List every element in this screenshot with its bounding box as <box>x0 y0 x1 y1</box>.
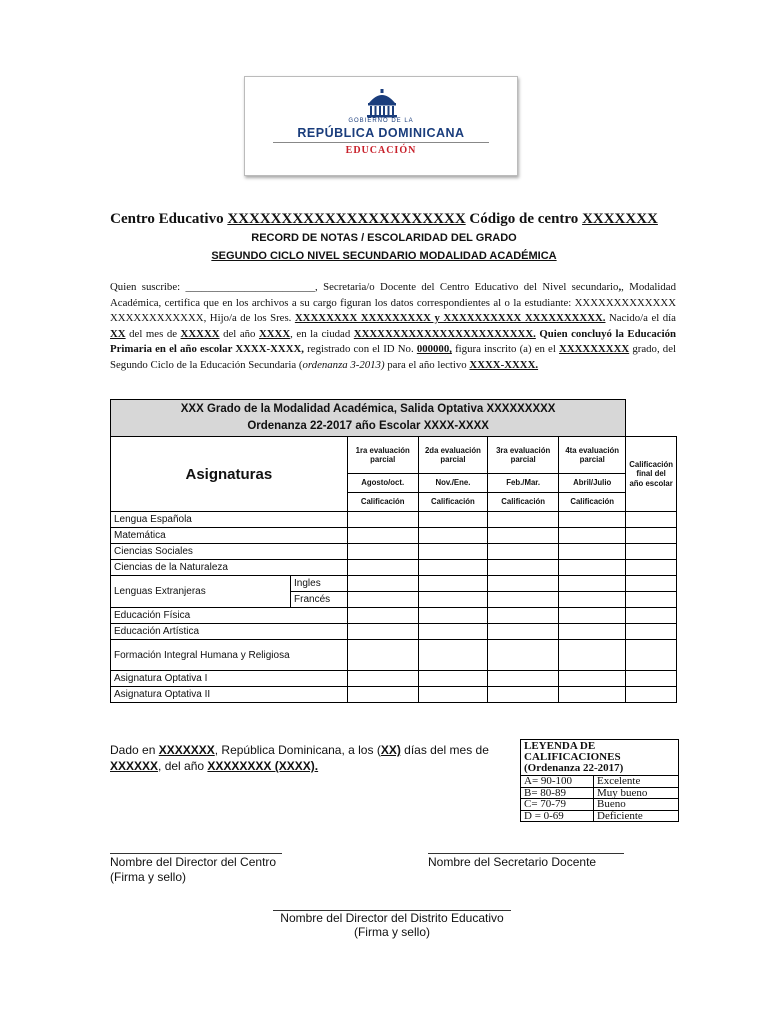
grade-cell <box>626 576 677 592</box>
grade-cell <box>626 624 677 640</box>
cert-text-10: para el año lectivo <box>384 358 470 371</box>
grade-cell <box>347 640 418 671</box>
logo-divider <box>273 142 489 143</box>
closing-place: XXXXXXX <box>158 743 215 757</box>
grade-cell <box>626 592 677 608</box>
subject-frances: Francés <box>291 592 348 608</box>
logo-line-gobierno: GOBIERNO DE LA <box>348 118 414 124</box>
cert-text-7: registrado con el ID No. <box>304 343 417 356</box>
table-banner <box>111 400 626 437</box>
closing-text-3: días del mes de <box>400 743 489 757</box>
legend-range: C= 70-79 <box>521 799 594 811</box>
grade-cell <box>488 671 559 687</box>
grades-table <box>110 399 677 703</box>
grade-cell <box>559 528 626 544</box>
eval-2-header: 2da evaluación parcial <box>418 437 487 474</box>
grade-cell <box>488 528 559 544</box>
grade-cell <box>418 687 487 703</box>
cert-lective-year: XXXX-XXXX. <box>469 358 539 371</box>
legend-table <box>521 776 678 821</box>
legend-label: Excelente <box>597 775 641 787</box>
subject-lenguas-extranjeras: Lenguas Extranjeras <box>111 576 291 608</box>
subjects-header: Asignaturas <box>111 437 348 512</box>
grade-cell <box>559 512 626 528</box>
subject-optativa-1: Asignatura Optativa I <box>111 671 348 687</box>
grade-cell <box>488 560 559 576</box>
cert-month: XXXXX <box>180 327 220 340</box>
grade-cell <box>626 528 677 544</box>
legend-range: B= 80-89 <box>521 787 594 799</box>
signature-secretario: Nombre del Secretario Docente <box>428 855 597 869</box>
eval-2-period: Nov./Ene. <box>418 474 487 493</box>
grade-cell <box>488 512 559 528</box>
grade-cell <box>559 687 626 703</box>
cert-parents: XXXXXXXX XXXXXXXXX y XXXXXXXXXX XXXXXXXXXX. <box>294 312 606 325</box>
grade-cell <box>626 544 677 560</box>
table-row <box>111 608 677 624</box>
cert-text-2: , Modalidad Académica, certifica que en los archivos a su cargo figuran los datos correspondientes al o la estudiante: XXXXXXXXXXXXX XXXXXXXXXXXX, Hijo/a de los Sres. <box>110 281 676 325</box>
legend-row <box>521 810 678 821</box>
subject-educacion-artistica: Educación Artística <box>111 624 348 640</box>
legend-label: Muy bueno <box>594 787 679 799</box>
grade-cell <box>559 560 626 576</box>
cert-id-no: 000000, <box>416 343 452 356</box>
grade-cell <box>347 544 418 560</box>
table-row <box>111 671 677 687</box>
grade-cell <box>559 671 626 687</box>
grade-cell <box>626 608 677 624</box>
logo-line-republica: REPÚBLICA DOMINICANA <box>297 126 465 140</box>
subject-formacion-integral: Formación Integral Humana y Religiosa <box>111 640 348 671</box>
grade-cell <box>626 560 677 576</box>
eval-3-sub: Calificación <box>488 493 559 512</box>
grade-cell <box>418 624 487 640</box>
signature-line-secretario <box>428 853 624 854</box>
grade-cell <box>347 576 418 592</box>
cert-day: XX <box>110 327 126 340</box>
table-row <box>111 640 677 671</box>
certification-paragraph <box>110 280 676 374</box>
closing-text-2: , República Dominicana, a los ( <box>214 743 381 757</box>
grade-cell <box>347 528 418 544</box>
legend-label: Deficiente <box>594 810 679 821</box>
cert-ordenanza: ordenanza 3-2013) <box>302 358 385 371</box>
grade-cell <box>626 671 677 687</box>
grade-cell <box>347 560 418 576</box>
logo-line-educacion: EDUCACIÓN <box>345 145 417 156</box>
table-row <box>111 544 677 560</box>
grade-cell <box>559 544 626 560</box>
grade-cell <box>418 560 487 576</box>
grade-cell <box>488 576 559 592</box>
eval-1-sub: Calificación <box>347 493 418 512</box>
subject-optativa-2: Asignatura Optativa II <box>111 687 348 703</box>
closing-days: XX) <box>380 743 401 757</box>
grade-cell <box>347 512 418 528</box>
signature-director-distrito-sub: (Firma y sello) <box>353 925 430 939</box>
eval-1-header: 1ra evaluación parcial <box>347 437 418 474</box>
centro-educativo-line <box>0 211 768 228</box>
grade-cell <box>418 608 487 624</box>
legend-range: A= 90-100 <box>521 776 594 787</box>
eval-3-header: 3ra evaluación parcial <box>488 437 559 474</box>
grade-cell <box>559 624 626 640</box>
eval-4-header: 4ta evaluación parcial <box>559 437 626 474</box>
logo-box <box>244 76 518 176</box>
centro-value: XXXXXXXXXXXXXXXXXXXXXX <box>227 211 466 227</box>
subject-ingles: Ingles <box>291 576 348 592</box>
grade-cell <box>488 544 559 560</box>
grade-cell <box>418 671 487 687</box>
subject-educacion-fisica: Educación Física <box>111 608 348 624</box>
grade-cell <box>488 592 559 608</box>
grade-cell <box>347 671 418 687</box>
cert-text-9: grado, del Segundo Ciclo de la Educación Secundaria ( <box>110 343 676 371</box>
codigo-value: XXXXXXX <box>582 211 658 227</box>
legend-row <box>521 799 678 811</box>
banner-line-1: XXX Grado de la Modalidad Académica, Salida Optativa XXXXXXXXX <box>180 403 556 415</box>
signature-director-centro-sub: (Firma y sello) <box>110 870 187 884</box>
grade-cell <box>347 592 418 608</box>
grade-cell <box>488 687 559 703</box>
closing-text-1: Dado en <box>110 743 159 757</box>
legend-label: Bueno <box>594 799 679 811</box>
centro-label: Centro Educativo <box>110 211 224 227</box>
cert-text-8: figura inscrito (a) en el <box>451 343 560 356</box>
banner-line-2: Ordenanza 22-2017 año Escolar XXXX-XXXX <box>247 420 489 432</box>
grade-cell <box>488 608 559 624</box>
record-title: RECORD DE NOTAS / ESCOLARIDAD DEL GRADO <box>251 232 517 244</box>
cert-grade: XXXXXXXXX <box>559 343 630 356</box>
legend-title: LEYENDA DE CALIFICACIONES (Ordenanza 22-2017) <box>521 740 678 776</box>
grade-cell <box>559 592 626 608</box>
cert-text-3: Nacido/a el día <box>605 312 676 325</box>
eval-1-period: Agosto/oct. <box>347 474 418 493</box>
eval-2-sub: Calificación <box>418 493 487 512</box>
cert-text-1: Quien suscribe: ________________________, Secretaria/o Docente del Centro Educativo del Nivel secundario <box>110 281 619 293</box>
grade-cell <box>559 576 626 592</box>
subject-matematica: Matemática <box>111 528 348 544</box>
eval-4-period: Abril/Julio <box>559 474 626 493</box>
grade-cell <box>626 512 677 528</box>
cert-city: XXXXXXXXXXXXXXXXXXXXXXX. <box>353 327 536 340</box>
grade-cell <box>559 640 626 671</box>
closing-text-4: , del año <box>158 759 208 773</box>
grade-cell <box>488 640 559 671</box>
government-emblem-icon <box>365 89 399 119</box>
grade-cell <box>418 512 487 528</box>
table-row <box>111 560 677 576</box>
table-row <box>111 624 677 640</box>
subject-ciencias-sociales: Ciencias Sociales <box>111 544 348 560</box>
subject-lengua-espanola: Lengua Española <box>111 512 348 528</box>
legend-row <box>521 787 678 799</box>
signature-line-director-centro <box>110 853 282 854</box>
cert-text-5: del año <box>219 327 259 340</box>
codigo-label: Código de centro <box>469 211 579 227</box>
closing-paragraph <box>110 742 515 774</box>
table-row <box>111 512 677 528</box>
final-grade-header: Calificación final del año escolar <box>626 437 677 512</box>
grade-cell <box>418 528 487 544</box>
legend-row <box>521 776 678 787</box>
eval-3-period: Feb./Mar. <box>488 474 559 493</box>
grade-cell <box>626 687 677 703</box>
cert-year: XXXX <box>258 327 291 340</box>
eval-4-sub: Calificación <box>559 493 626 512</box>
grading-legend <box>520 739 679 822</box>
closing-year: XXXXXXXX (XXXX). <box>207 759 319 773</box>
grade-cell <box>488 624 559 640</box>
grade-cell <box>347 608 418 624</box>
table-row <box>111 687 677 703</box>
closing-month: XXXXXX <box>110 759 159 773</box>
grade-cell <box>347 624 418 640</box>
cert-comma: , <box>618 281 622 293</box>
cert-primaria: Quien concluyó la Educación Primaria en el año escolar XXXX-XXXX, <box>110 327 676 356</box>
grade-cell <box>626 640 677 671</box>
table-row <box>111 528 677 544</box>
table-row <box>111 576 677 592</box>
grade-cell <box>347 687 418 703</box>
legend-range: D = 0-69 <box>521 810 594 821</box>
signature-director-centro: Nombre del Director del Centro <box>110 855 277 869</box>
grade-cell <box>418 592 487 608</box>
cert-text-4: del mes de <box>125 327 181 340</box>
subject-ciencias-naturaleza: Ciencias de la Naturaleza <box>111 560 348 576</box>
signature-director-distrito: Nombre del Director del Distrito Educativo <box>280 911 504 925</box>
grade-cell <box>418 640 487 671</box>
ciclo-title: SEGUNDO CICLO NIVEL SECUNDARIO MODALIDAD ACADÉMICA <box>211 250 557 262</box>
cert-text-6: , en la ciudad <box>290 327 354 340</box>
grade-cell <box>418 576 487 592</box>
grade-cell <box>418 544 487 560</box>
grade-cell <box>559 608 626 624</box>
